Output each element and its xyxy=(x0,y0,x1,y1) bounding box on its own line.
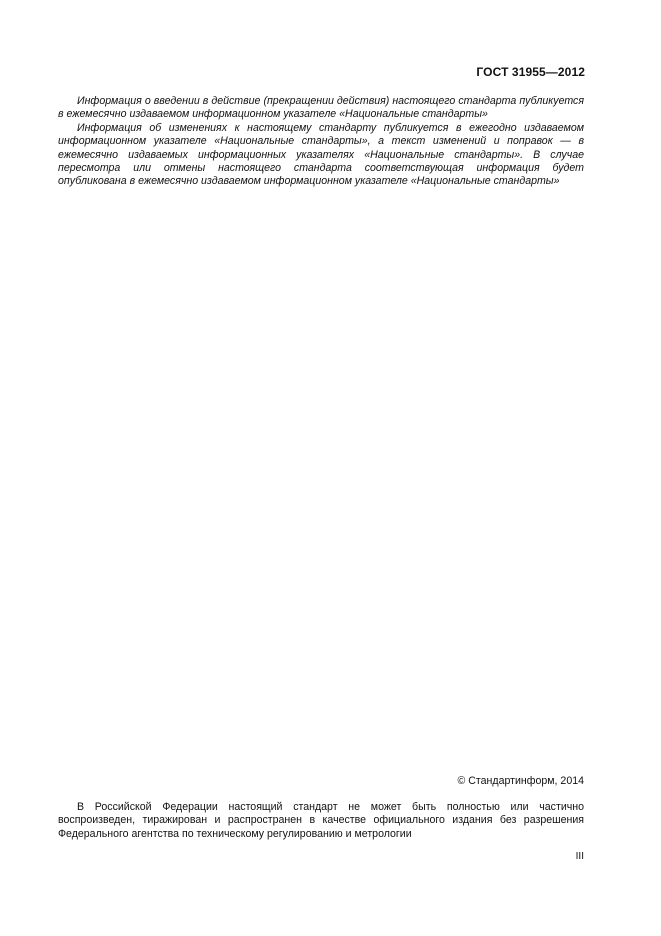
copyright-line: © Стандартинформ, 2014 xyxy=(457,775,584,787)
notice-paragraph-changes: Информация об изменениях к настоящему стандарту публикуется в ежегодно издаваемом информационном указателе «Национальные стандарты», а текст изменений и поправок — в ежемесячно издаваемых информационных указателях «Национальные стандарты». В случае пересмотра или отмены настоящего стандарта соответствующая информация будет опубликована в ежемесячно издаваемом информационном указателе «Национальные стандарты» xyxy=(58,121,584,188)
document-code: ГОСТ 31955—2012 xyxy=(476,65,585,79)
reproduction-rights-notice: В Российской Федерации настоящий стандарт не может быть полностью или частично воспроизведен, тиражирован и распространен в качестве официального издания без разрешения Федерального агентства по техническому регулированию и метрологии xyxy=(58,801,584,840)
page-number: III xyxy=(575,851,584,862)
notice-paragraph-enactment: Информация о введении в действие (прекращении действия) настоящего стандарта публикуется в ежемесячно издаваемом информационном указателе «Национальные стандарты» xyxy=(58,95,584,121)
publication-notice xyxy=(58,95,584,189)
